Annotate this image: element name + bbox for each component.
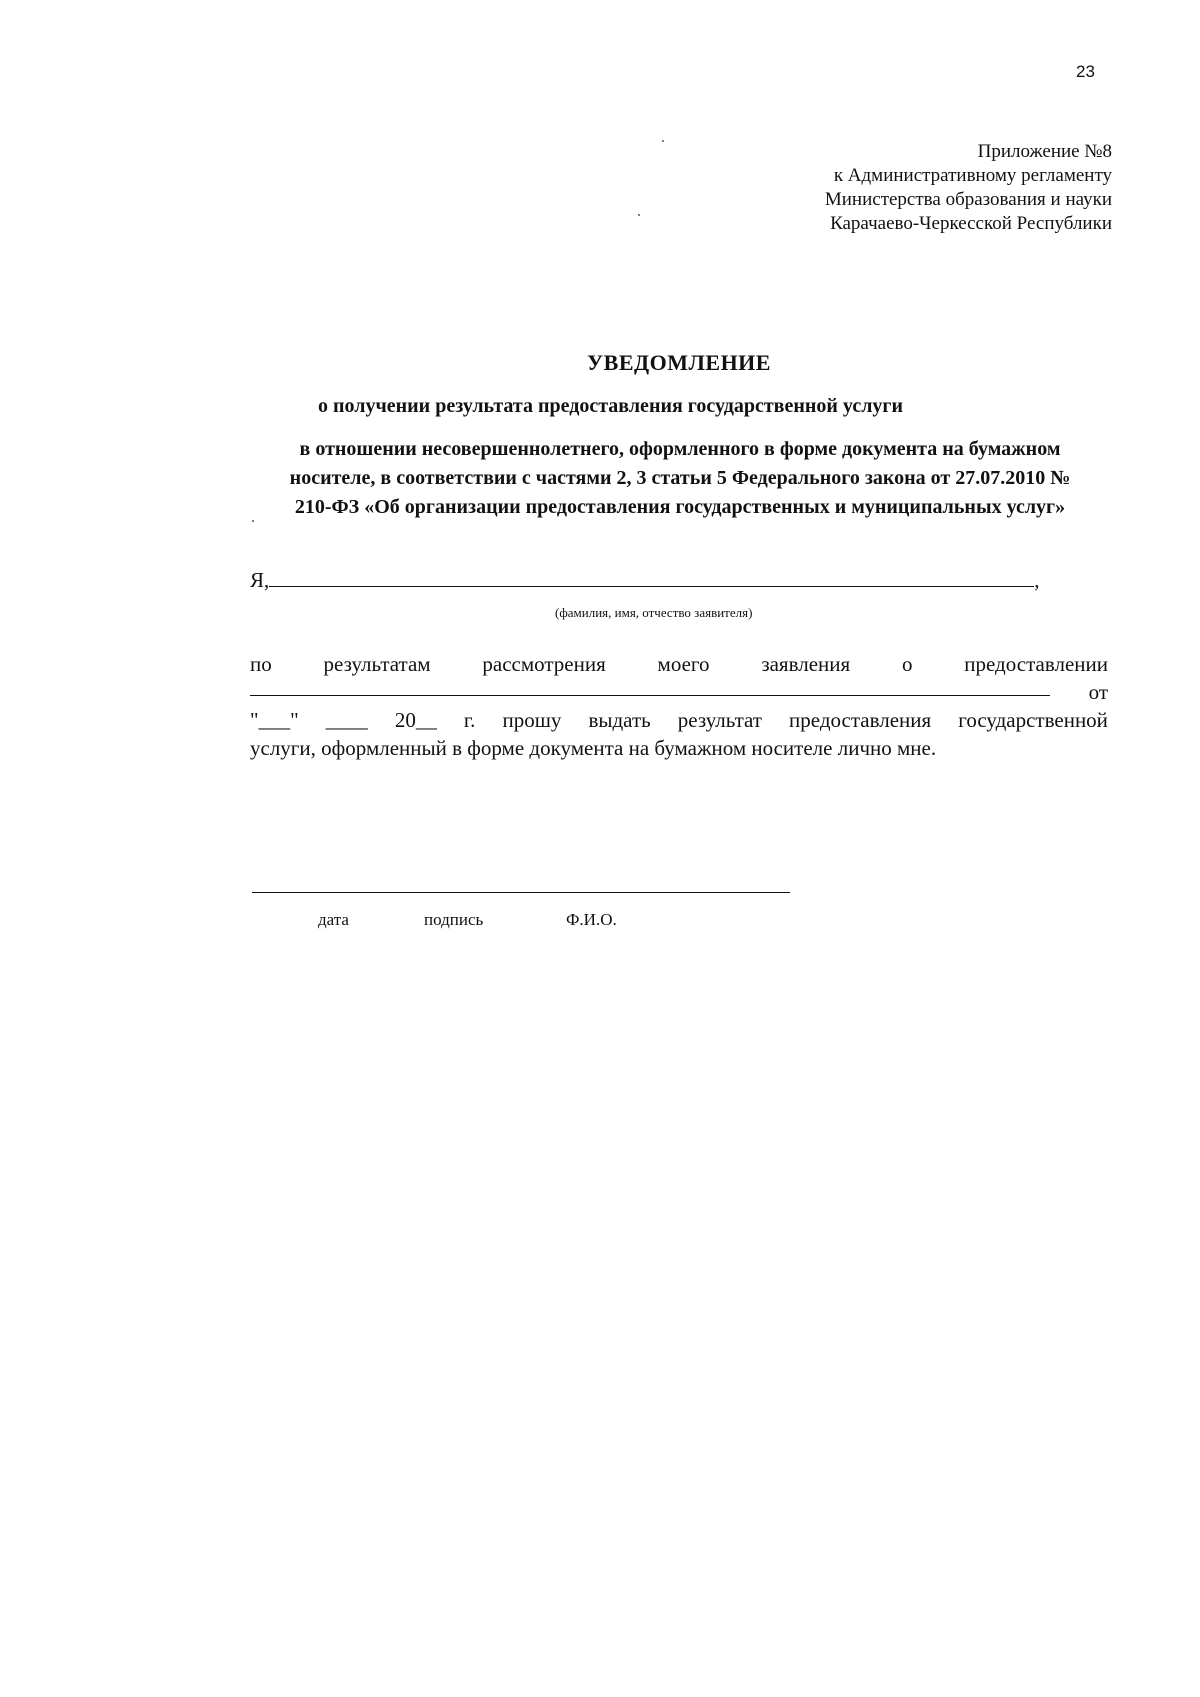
body-word: о bbox=[901, 652, 913, 676]
signature-line bbox=[252, 892, 790, 893]
body-word: моего bbox=[657, 652, 710, 676]
appendix-line: Министерства образования и науки bbox=[824, 189, 1112, 210]
applicant-suffix: , bbox=[1034, 568, 1040, 592]
document-subtitle: о получении результата предоставления государственной услуги bbox=[318, 395, 904, 417]
body-word: рассмотрения bbox=[482, 652, 606, 676]
body-word: выдать bbox=[588, 708, 651, 732]
body-word: предоставлении bbox=[964, 652, 1108, 676]
body-word: результат bbox=[677, 708, 762, 732]
body-row-3 bbox=[250, 706, 1108, 734]
date-month-blank: ____ bbox=[325, 708, 368, 732]
body-word: государственной bbox=[958, 708, 1108, 732]
body-word: прошу bbox=[502, 708, 562, 732]
applicant-caption: (фамилия, имя, отчество заявителя) bbox=[555, 605, 753, 620]
body-word: по bbox=[250, 652, 272, 676]
service-name-blank bbox=[250, 695, 1050, 696]
appendix-line: к Административному регламенту bbox=[833, 165, 1112, 186]
scan-speck bbox=[638, 214, 640, 216]
appendix-line: Приложение №8 bbox=[977, 141, 1112, 162]
document-subtitle-details: в отношении несовершеннолетнего, оформленного в форме документа на бумажном носителе, в соответствии с частями 2, 3 статьи 5 Федерального закона от 27.07.2010 № 210-ФЗ «Об организации предоставления государственных и муниципальных услуг» bbox=[289, 438, 1071, 518]
scan-speck bbox=[252, 520, 254, 522]
body-row-1 bbox=[250, 650, 1108, 678]
appendix-header bbox=[825, 140, 1112, 236]
date-day-blank: "___" bbox=[250, 708, 299, 732]
body-word: заявления bbox=[761, 652, 851, 676]
scan-speck bbox=[662, 140, 664, 142]
signature-fio-label: Ф.И.О. bbox=[566, 910, 617, 929]
body-word: от bbox=[1088, 680, 1108, 704]
appendix-line: Карачаево-Черкесской Республики bbox=[830, 213, 1112, 234]
body-row-4: услуги, оформленный в форме документа на бумажном носителе лично мне. bbox=[250, 736, 937, 760]
applicant-name-blank bbox=[269, 568, 1034, 587]
body-word: г. bbox=[463, 708, 476, 732]
applicant-prefix: Я, bbox=[250, 568, 270, 592]
signature-sign-label: подпись bbox=[424, 910, 484, 929]
body-word: результатам bbox=[323, 652, 431, 676]
signature-date-label: дата bbox=[318, 910, 349, 929]
request-paragraph bbox=[250, 650, 1108, 762]
body-word: предоставления bbox=[789, 708, 932, 732]
body-row-2 bbox=[250, 678, 1108, 706]
document-title: УВЕДОМЛЕНИЕ bbox=[587, 350, 771, 375]
date-year-blank: 20__ bbox=[394, 708, 437, 732]
page-number: 23 bbox=[1076, 62, 1095, 81]
applicant-name-field bbox=[250, 568, 1040, 593]
